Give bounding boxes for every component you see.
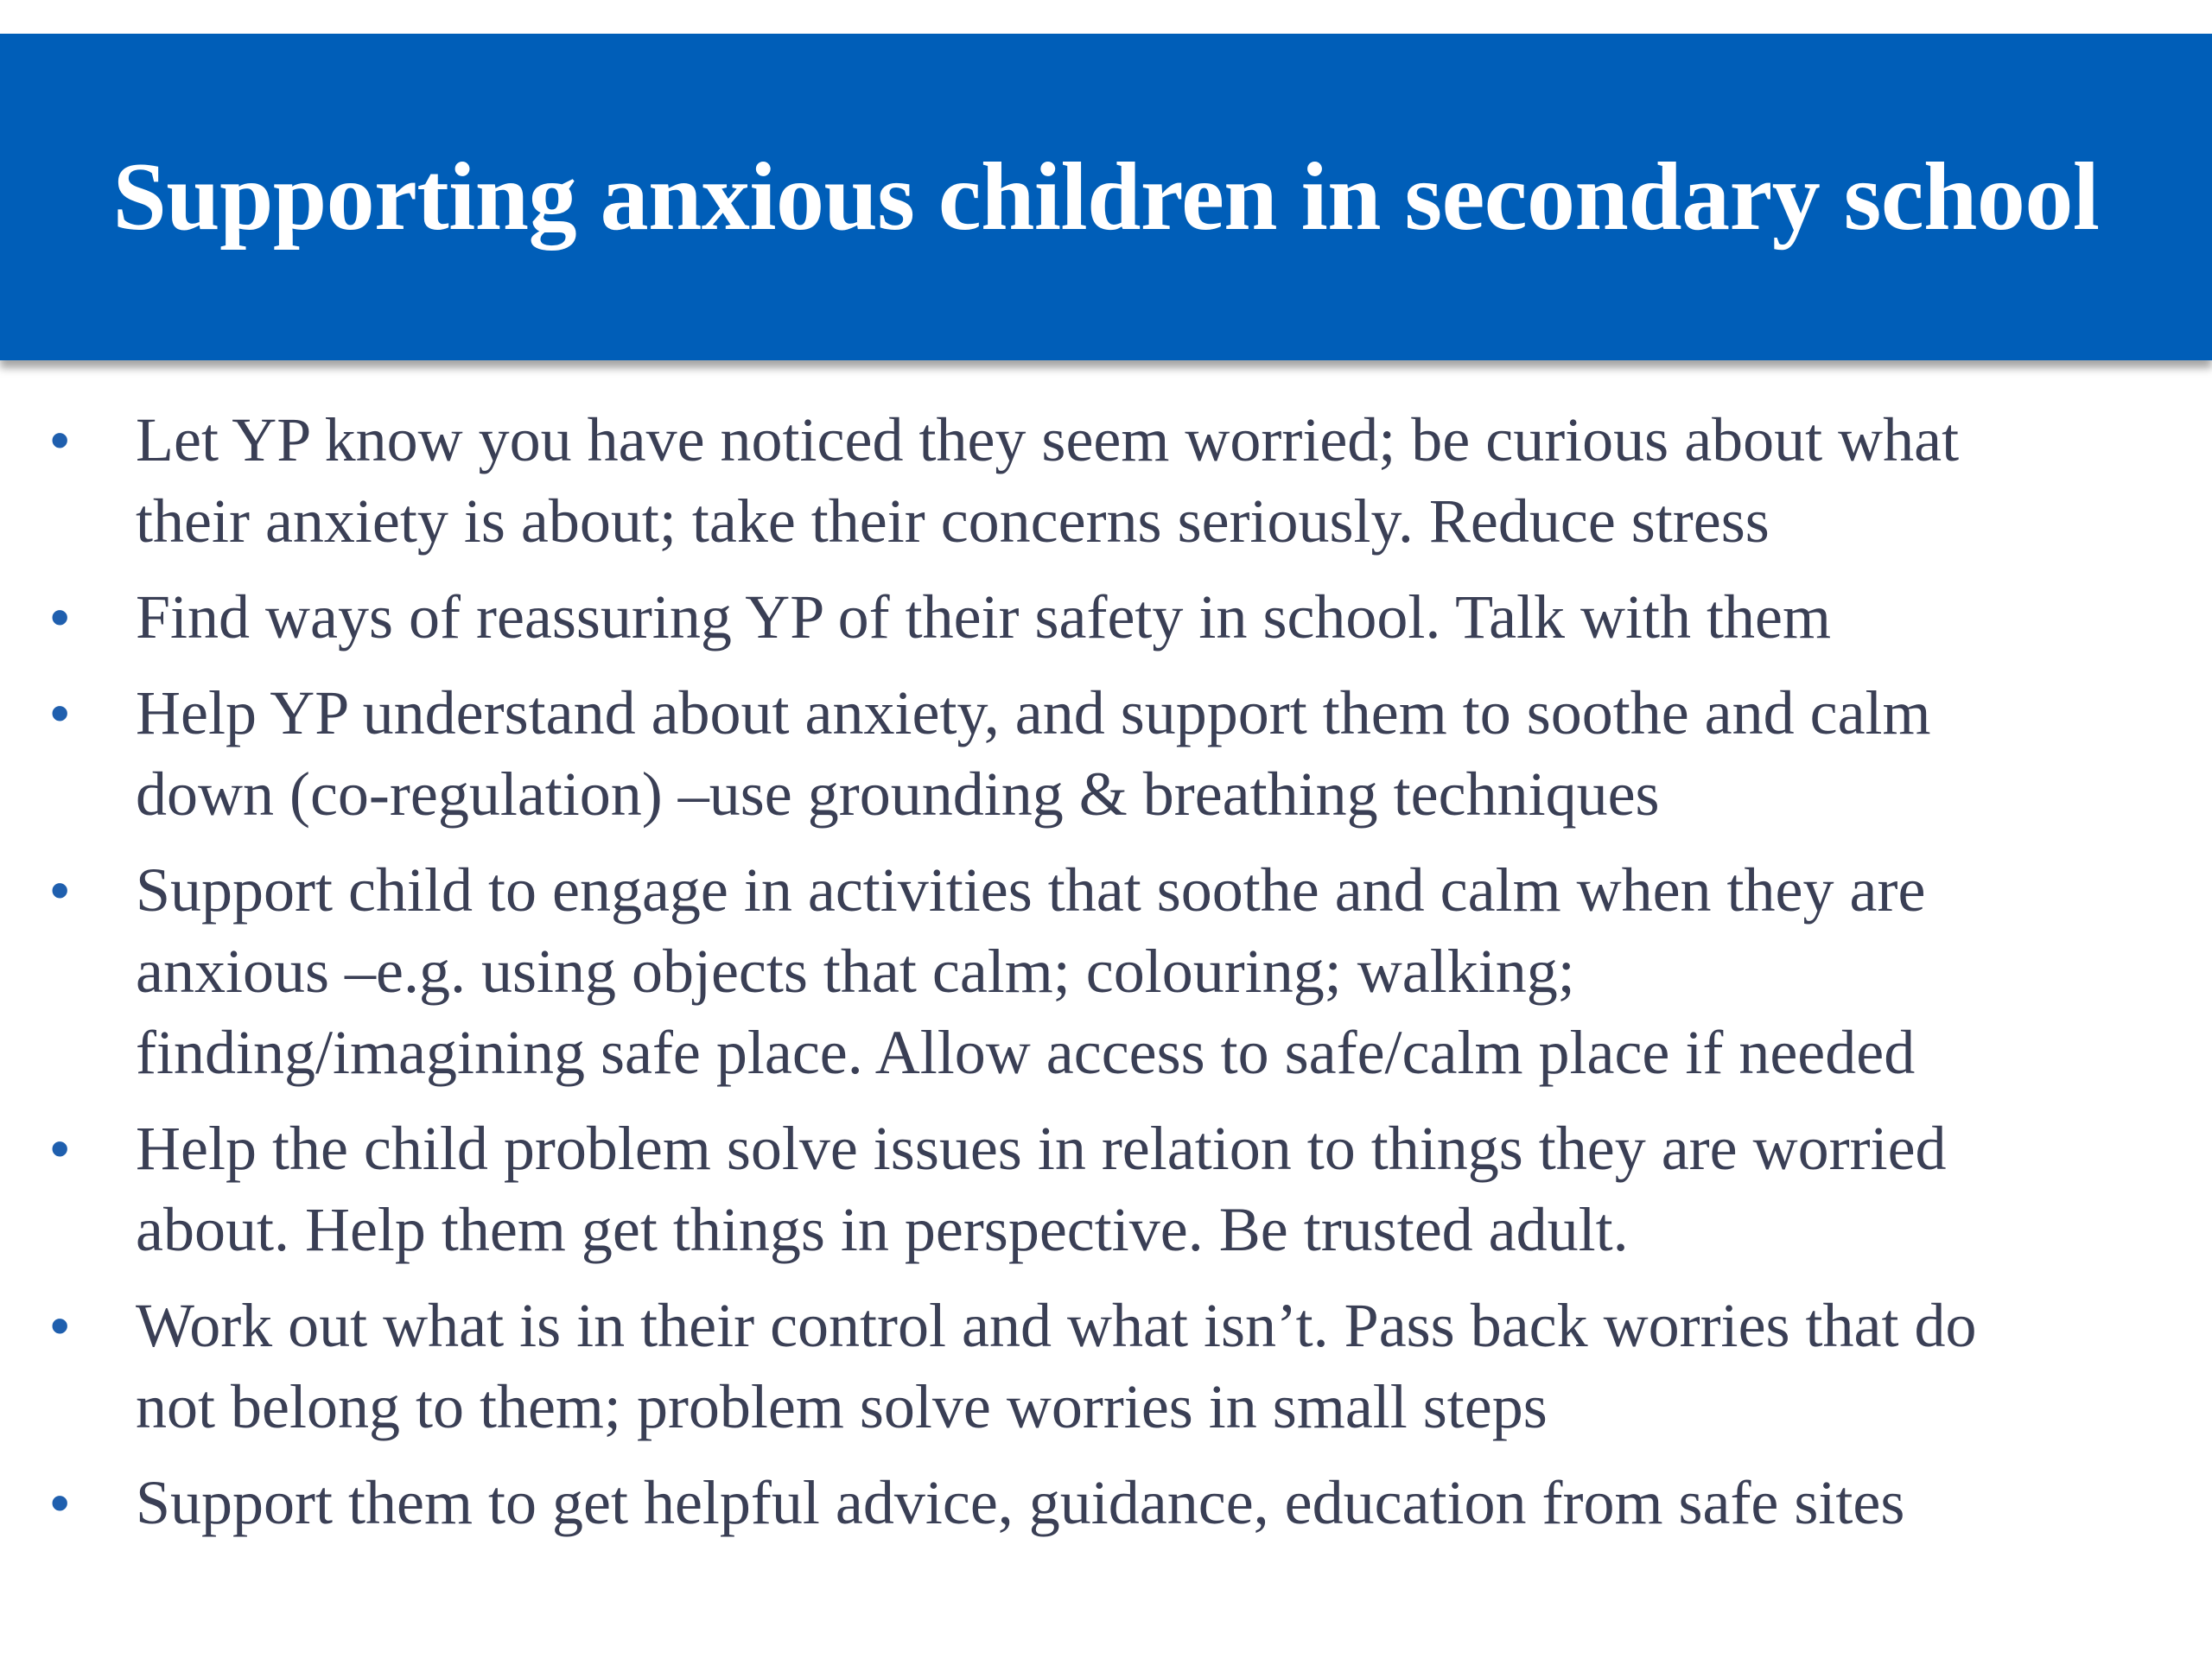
bullet-text: Help the child problem solve issues in relation to things they are worried about. Help them get things in perspective. Be trusted adult. <box>136 1114 1947 1264</box>
bullet-text: Find ways of reassuring YP of their safety in school. Talk with them <box>136 582 1831 652</box>
bullet-list <box>0 399 2212 1558</box>
bullet-item <box>0 399 2212 562</box>
bullet-item <box>0 1462 2212 1543</box>
slide-title: Supporting anxious children in secondary school <box>112 143 2100 251</box>
bullet-text: Work out what is in their control and what isn’t. Pass back worries that do not belong to them; problem solve worries in small steps <box>136 1291 1977 1441</box>
bullet-dot-icon: • <box>50 682 70 744</box>
bullet-item <box>0 849 2212 1093</box>
bullet-text: Support them to get helpful advice, guidance, education from safe sites <box>136 1468 1905 1537</box>
title-banner <box>0 34 2212 360</box>
bullet-dot-icon: • <box>50 1294 70 1357</box>
bullet-text: Let YP know you have noticed they seem worried; be curious about what their anxiety is about; take their concerns seriously. Reduce stress <box>136 405 1960 556</box>
bullet-dot-icon: • <box>50 1117 70 1179</box>
bullet-item <box>0 576 2212 658</box>
bullet-text: Help YP understand about anxiety, and support them to soothe and calm down (co-regulation) –use grounding & breathing techniques <box>136 678 1931 829</box>
bullet-dot-icon: • <box>50 409 70 471</box>
bullet-dot-icon: • <box>50 1471 70 1534</box>
bullet-item <box>0 1108 2212 1270</box>
bullet-dot-icon: • <box>50 859 70 921</box>
bullet-item <box>0 672 2212 835</box>
bullet-item <box>0 1285 2212 1447</box>
bullet-dot-icon: • <box>50 586 70 648</box>
bullet-text: Support child to engage in activities that soothe and calm when they are anxious –e.g. using objects that calm; colouring; walking; finding/imagining safe place. Allow access to safe/calm place if needed <box>136 855 1926 1087</box>
